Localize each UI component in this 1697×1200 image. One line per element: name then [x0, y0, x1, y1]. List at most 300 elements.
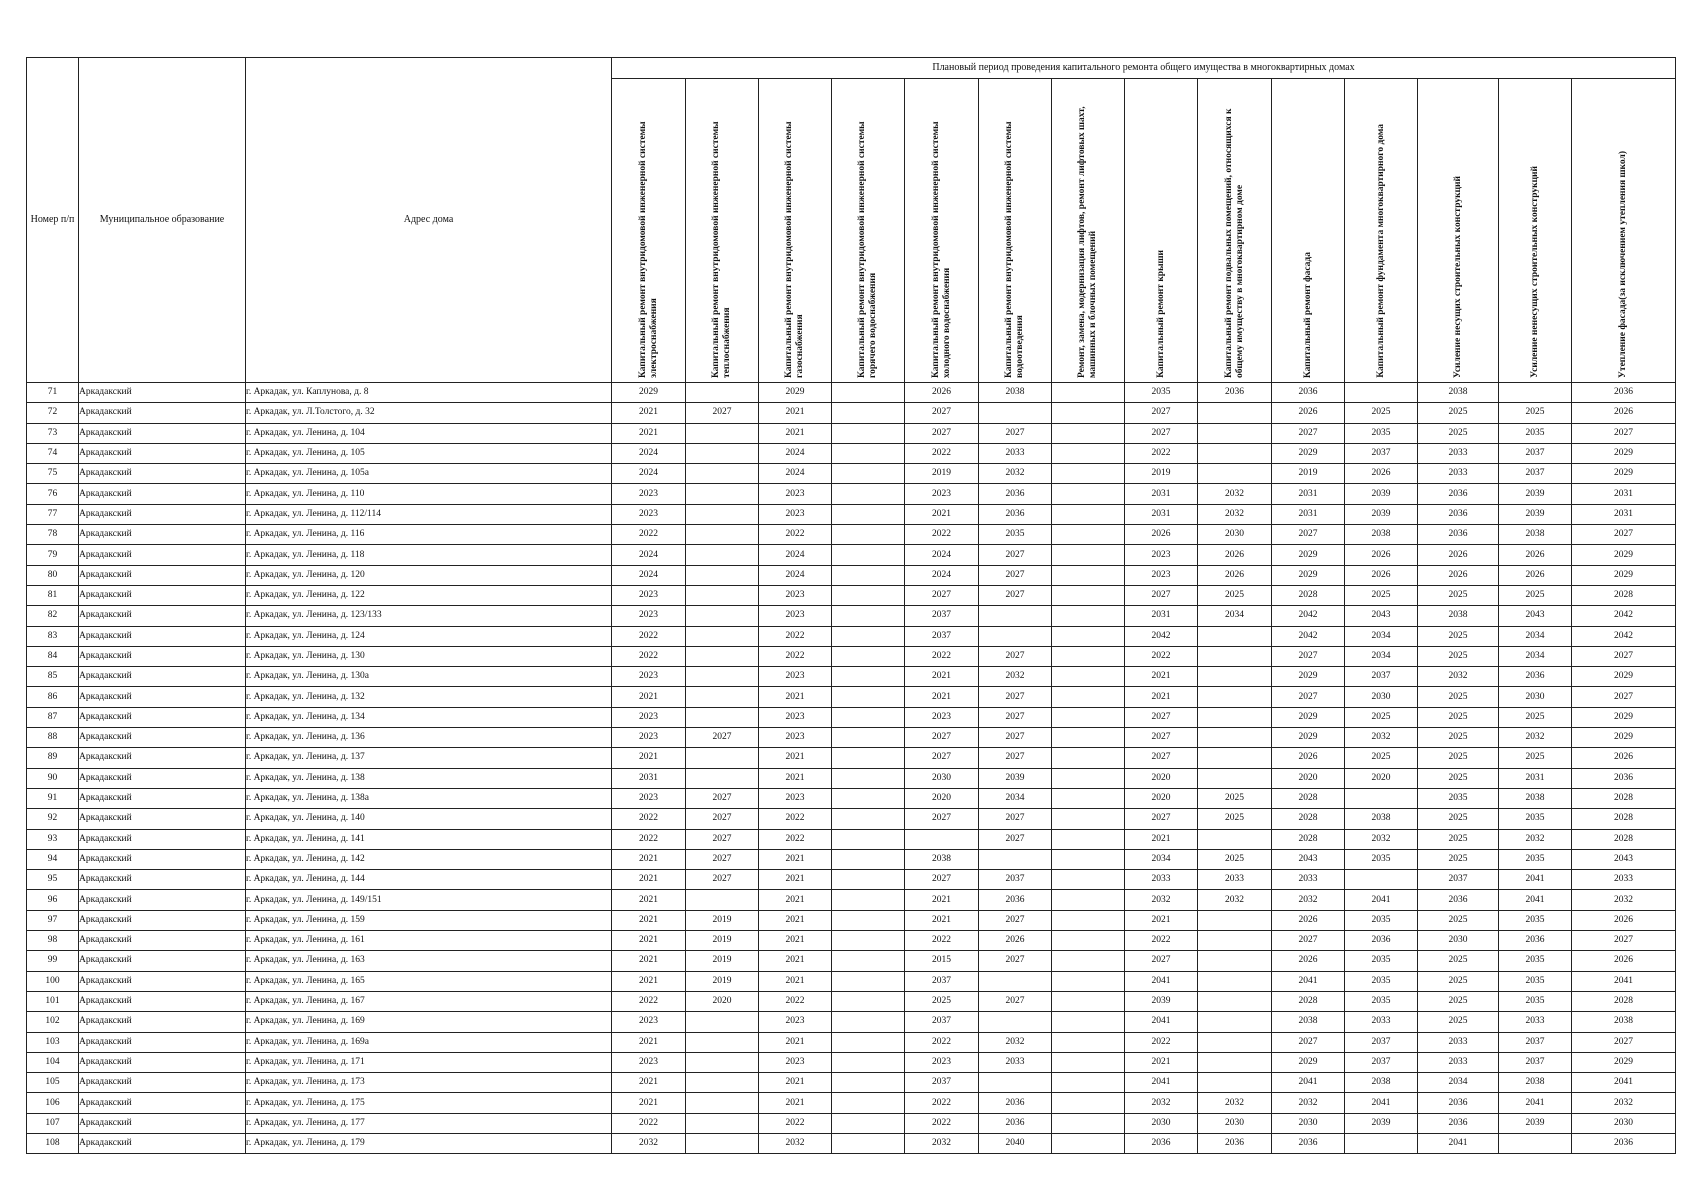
address-cell: г. Аркадак, ул. Ленина, д. 134 [246, 707, 612, 727]
row-number-cell: 104 [27, 1052, 79, 1072]
year-cell: 2021 [612, 910, 686, 930]
municipality-cell: Аркадакский [79, 1113, 246, 1133]
year-cell: 2027 [1272, 423, 1345, 443]
row-number-cell: 92 [27, 809, 79, 829]
year-cell [1052, 545, 1125, 565]
year-cell: 2038 [1572, 1012, 1676, 1032]
year-cell: 2022 [1125, 1032, 1198, 1052]
year-cell: 2029 [1272, 728, 1345, 748]
year-cell: 2027 [1572, 646, 1676, 666]
year-cell: 2033 [1272, 870, 1345, 890]
year-cell: 2032 [1198, 484, 1272, 504]
year-cell: 2025 [1345, 585, 1418, 605]
year-cell: 2042 [1572, 606, 1676, 626]
year-cell: 2034 [1198, 606, 1272, 626]
year-cell: 2022 [759, 626, 832, 646]
row-number-cell: 80 [27, 565, 79, 585]
municipality-cell: Аркадакский [79, 768, 246, 788]
year-cell: 2033 [979, 1052, 1052, 1072]
year-cell [1499, 383, 1572, 403]
year-cell [832, 870, 905, 890]
municipality-cell: Аркадакский [79, 646, 246, 666]
year-cell: 2043 [1345, 606, 1418, 626]
year-cell [832, 504, 905, 524]
year-cell: 2030 [1572, 1113, 1676, 1133]
year-cell: 2029 [1572, 545, 1676, 565]
year-cell: 2031 [1125, 484, 1198, 504]
year-cell [832, 910, 905, 930]
year-cell: 2022 [1125, 931, 1198, 951]
year-cell [1198, 1032, 1272, 1052]
year-cell: 2033 [1418, 1052, 1499, 1072]
year-cell: 2032 [1572, 890, 1676, 910]
year-cell: 2026 [905, 383, 979, 403]
header-work-type-label: Капитальный ремонт внутридомовой инженерной системы водоотведения [1004, 121, 1025, 378]
year-cell: 2041 [1499, 870, 1572, 890]
year-cell: 2026 [1345, 464, 1418, 484]
year-cell [832, 484, 905, 504]
year-cell: 2025 [1418, 585, 1499, 605]
table-row [27, 1073, 1676, 1093]
table-row [27, 504, 1676, 524]
municipality-cell: Аркадакский [79, 464, 246, 484]
year-cell [832, 890, 905, 910]
year-cell: 2038 [1499, 788, 1572, 808]
row-number-cell: 81 [27, 585, 79, 605]
year-cell [686, 626, 759, 646]
year-cell [832, 707, 905, 727]
year-cell: 2019 [1125, 464, 1198, 484]
address-cell: г. Аркадак, ул. Ленина, д. 122 [246, 585, 612, 605]
year-cell: 2039 [1499, 504, 1572, 524]
municipality-cell: Аркадакский [79, 1052, 246, 1072]
year-cell: 2036 [1418, 1113, 1499, 1133]
year-cell [1052, 504, 1125, 524]
year-cell [1052, 728, 1125, 748]
year-cell: 2020 [905, 788, 979, 808]
year-cell: 2029 [759, 383, 832, 403]
header-planned-period: Плановый период проведения капитального ремонта общего имущества в многоквартирных домах [612, 58, 1676, 79]
year-cell: 2036 [979, 1113, 1052, 1133]
year-cell: 2038 [1345, 525, 1418, 545]
year-cell: 2026 [1272, 951, 1345, 971]
year-cell [832, 646, 905, 666]
row-number-cell: 98 [27, 931, 79, 951]
table-row [27, 606, 1676, 626]
address-cell: г. Аркадак, ул. Ленина, д. 120 [246, 565, 612, 585]
year-cell: 2034 [979, 788, 1052, 808]
year-cell: 2019 [686, 931, 759, 951]
year-cell: 2035 [1345, 951, 1418, 971]
year-cell [686, 484, 759, 504]
year-cell: 2024 [612, 464, 686, 484]
table-row [27, 1093, 1676, 1113]
row-number-cell: 106 [27, 1093, 79, 1113]
year-cell: 2032 [1272, 890, 1345, 910]
year-cell: 2021 [612, 1073, 686, 1093]
year-cell [1052, 849, 1125, 869]
year-cell [686, 423, 759, 443]
year-cell: 2028 [1272, 829, 1345, 849]
year-cell: 2021 [905, 667, 979, 687]
year-cell [1198, 423, 1272, 443]
year-cell: 2032 [905, 1133, 979, 1153]
year-cell: 2039 [1345, 484, 1418, 504]
year-cell [1052, 931, 1125, 951]
year-cell: 2022 [905, 1032, 979, 1052]
year-cell: 2024 [759, 545, 832, 565]
municipality-cell: Аркадакский [79, 687, 246, 707]
year-cell: 2032 [1198, 1093, 1272, 1113]
row-number-cell: 94 [27, 849, 79, 869]
year-cell [1052, 687, 1125, 707]
year-cell [832, 687, 905, 707]
year-cell: 2027 [1125, 951, 1198, 971]
year-cell: 2023 [612, 788, 686, 808]
row-number-cell: 89 [27, 748, 79, 768]
year-cell: 2032 [979, 1032, 1052, 1052]
year-cell: 2032 [1572, 1093, 1676, 1113]
year-cell [979, 626, 1052, 646]
row-number-cell: 101 [27, 991, 79, 1011]
year-cell: 2029 [1572, 464, 1676, 484]
address-cell: г. Аркадак, ул. Ленина, д. 165 [246, 971, 612, 991]
year-cell [1052, 707, 1125, 727]
year-cell: 2026 [1418, 545, 1499, 565]
year-cell: 2027 [686, 403, 759, 423]
year-cell: 2028 [1572, 788, 1676, 808]
address-cell: г. Аркадак, ул. Ленина, д. 169 [246, 1012, 612, 1032]
year-cell: 2025 [905, 991, 979, 1011]
year-cell: 2029 [1272, 667, 1345, 687]
year-cell: 2035 [1499, 991, 1572, 1011]
row-number-cell: 76 [27, 484, 79, 504]
municipality-cell: Аркадакский [79, 890, 246, 910]
table-row [27, 545, 1676, 565]
year-cell: 2024 [905, 565, 979, 585]
year-cell: 2034 [1345, 626, 1418, 646]
row-number-cell: 90 [27, 768, 79, 788]
address-cell: г. Аркадак, ул. Ленина, д. 159 [246, 910, 612, 930]
address-cell: г. Аркадак, ул. Ленина, д. 104 [246, 423, 612, 443]
year-cell [832, 443, 905, 463]
year-cell: 2032 [612, 1133, 686, 1153]
address-cell: г. Аркадак, ул. Ленина, д. 163 [246, 951, 612, 971]
year-cell: 2024 [612, 565, 686, 585]
header-work-type-label: Капитальный ремонт внутридомовой инженерной системы холодного водоснабжения [930, 121, 952, 378]
table-row [27, 991, 1676, 1011]
year-cell: 2035 [1345, 971, 1418, 991]
year-cell [1052, 951, 1125, 971]
year-cell: 2035 [1125, 383, 1198, 403]
year-cell: 2021 [905, 890, 979, 910]
year-cell: 2026 [1345, 545, 1418, 565]
year-cell: 2025 [1345, 403, 1418, 423]
year-cell: 2021 [612, 931, 686, 951]
year-cell: 2036 [979, 484, 1052, 504]
year-cell: 2035 [1499, 971, 1572, 991]
year-cell: 2029 [1272, 565, 1345, 585]
year-cell: 2027 [979, 748, 1052, 768]
year-cell: 2019 [686, 971, 759, 991]
municipality-cell: Аркадакский [79, 1032, 246, 1052]
year-cell: 2021 [759, 748, 832, 768]
year-cell [686, 1113, 759, 1133]
year-cell: 2034 [1125, 849, 1198, 869]
year-cell [686, 707, 759, 727]
year-cell: 2025 [1198, 809, 1272, 829]
municipality-cell: Аркадакский [79, 667, 246, 687]
year-cell: 2023 [612, 728, 686, 748]
year-cell: 2038 [1499, 525, 1572, 545]
year-cell [832, 768, 905, 788]
year-cell: 2021 [759, 423, 832, 443]
year-cell: 2025 [1345, 707, 1418, 727]
table-row [27, 525, 1676, 545]
table-row [27, 809, 1676, 829]
row-number-cell: 99 [27, 951, 79, 971]
year-cell: 2026 [1572, 951, 1676, 971]
year-cell [1052, 1052, 1125, 1072]
year-cell: 2021 [759, 1073, 832, 1093]
year-cell [686, 383, 759, 403]
year-cell [1198, 646, 1272, 666]
year-cell: 2021 [759, 687, 832, 707]
year-cell [905, 829, 979, 849]
row-number-cell: 102 [27, 1012, 79, 1032]
year-cell: 2022 [1125, 646, 1198, 666]
year-cell: 2029 [1572, 565, 1676, 585]
year-cell [1345, 788, 1418, 808]
year-cell: 2037 [1499, 443, 1572, 463]
address-cell: г. Аркадак, ул. Ленина, д. 171 [246, 1052, 612, 1072]
year-cell: 2023 [759, 1012, 832, 1032]
year-cell [832, 1012, 905, 1032]
year-cell: 2025 [1418, 403, 1499, 423]
year-cell: 2039 [1345, 504, 1418, 524]
year-cell: 2027 [979, 423, 1052, 443]
header-work-type [1052, 79, 1125, 383]
year-cell: 2042 [1272, 626, 1345, 646]
row-number-cell: 95 [27, 870, 79, 890]
year-cell: 2035 [1499, 849, 1572, 869]
table-row [27, 768, 1676, 788]
year-cell: 2027 [1272, 687, 1345, 707]
year-cell [832, 1052, 905, 1072]
year-cell: 2033 [1499, 1012, 1572, 1032]
year-cell: 2025 [1198, 788, 1272, 808]
year-cell: 2021 [612, 951, 686, 971]
row-number-cell: 103 [27, 1032, 79, 1052]
year-cell [832, 728, 905, 748]
year-cell: 2034 [1418, 1073, 1499, 1093]
year-cell: 2038 [1272, 1012, 1345, 1032]
year-cell: 2023 [759, 585, 832, 605]
year-cell [686, 1032, 759, 1052]
year-cell: 2021 [1125, 667, 1198, 687]
year-cell: 2027 [1125, 423, 1198, 443]
year-cell: 2021 [612, 890, 686, 910]
address-cell: г. Аркадак, ул. Ленина, д. 141 [246, 829, 612, 849]
year-cell [1052, 606, 1125, 626]
municipality-cell: Аркадакский [79, 809, 246, 829]
year-cell: 2022 [759, 646, 832, 666]
header-work-type [1345, 79, 1418, 383]
year-cell: 2036 [979, 504, 1052, 524]
year-cell: 2032 [1499, 728, 1572, 748]
year-cell: 2027 [1272, 646, 1345, 666]
year-cell: 2022 [759, 525, 832, 545]
header-work-type-label: Капитальный ремонт крыши [1155, 250, 1166, 378]
year-cell: 2022 [612, 991, 686, 1011]
year-cell: 2036 [1418, 525, 1499, 545]
year-cell [832, 809, 905, 829]
year-cell: 2033 [1572, 870, 1676, 890]
table-row [27, 464, 1676, 484]
table-row [27, 1012, 1676, 1032]
municipality-cell: Аркадакский [79, 991, 246, 1011]
year-cell [1198, 748, 1272, 768]
row-number-cell: 77 [27, 504, 79, 524]
year-cell: 2032 [1198, 890, 1272, 910]
year-cell: 2033 [1418, 443, 1499, 463]
header-work-type-label: Усиление несущих строительных конструкций [1452, 175, 1463, 378]
address-cell: г. Аркадак, ул. Ленина, д. 105 [246, 443, 612, 463]
year-cell: 2027 [1572, 423, 1676, 443]
year-cell: 2027 [979, 565, 1052, 585]
year-cell: 2027 [979, 585, 1052, 605]
header-work-type [686, 79, 759, 383]
year-cell: 2022 [612, 626, 686, 646]
year-cell: 2035 [1345, 423, 1418, 443]
year-cell: 2026 [1499, 565, 1572, 585]
year-cell [832, 1133, 905, 1153]
year-cell [1052, 1032, 1125, 1052]
year-cell: 2023 [905, 1052, 979, 1072]
year-cell [979, 403, 1052, 423]
year-cell: 2033 [1125, 870, 1198, 890]
year-cell: 2036 [1499, 667, 1572, 687]
year-cell: 2032 [759, 1133, 832, 1153]
year-cell: 2027 [979, 646, 1052, 666]
address-cell: г. Аркадак, ул. Ленина, д. 132 [246, 687, 612, 707]
year-cell: 2029 [1572, 707, 1676, 727]
year-cell: 2029 [612, 383, 686, 403]
year-cell: 2031 [1272, 504, 1345, 524]
row-number-cell: 73 [27, 423, 79, 443]
year-cell: 2022 [759, 829, 832, 849]
year-cell: 2041 [1345, 1093, 1418, 1113]
year-cell: 2024 [612, 545, 686, 565]
year-cell [832, 565, 905, 585]
year-cell [832, 403, 905, 423]
address-cell: г. Аркадак, ул. Ленина, д. 130 [246, 646, 612, 666]
year-cell [832, 606, 905, 626]
year-cell: 2030 [1198, 525, 1272, 545]
year-cell: 2021 [759, 931, 832, 951]
year-cell: 2031 [1572, 504, 1676, 524]
header-work-type [612, 79, 686, 383]
year-cell: 2020 [1272, 768, 1345, 788]
year-cell [1198, 971, 1272, 991]
address-cell: г. Аркадак, ул. Ленина, д. 161 [246, 931, 612, 951]
municipality-cell: Аркадакский [79, 1133, 246, 1153]
header-work-type-label: Капитальный ремонт фасада [1302, 251, 1313, 378]
year-cell: 2027 [1125, 748, 1198, 768]
year-cell: 2042 [1125, 626, 1198, 646]
year-cell: 2029 [1572, 667, 1676, 687]
year-cell: 2023 [612, 585, 686, 605]
municipality-cell: Аркадакский [79, 443, 246, 463]
row-number-cell: 85 [27, 667, 79, 687]
year-cell: 2037 [979, 870, 1052, 890]
year-cell: 2025 [1418, 991, 1499, 1011]
table-row [27, 910, 1676, 930]
year-cell: 2038 [1345, 809, 1418, 829]
year-cell: 2032 [1125, 1093, 1198, 1113]
year-cell: 2027 [905, 870, 979, 890]
year-cell: 2036 [1418, 890, 1499, 910]
year-cell: 2043 [1572, 849, 1676, 869]
header-work-type-label: Капитальный ремонт внутридомовой инженерной системы горячего водоснабжения [857, 121, 878, 378]
row-number-cell: 74 [27, 443, 79, 463]
year-cell: 2022 [905, 443, 979, 463]
address-cell: г. Аркадак, ул. Ленина, д. 105а [246, 464, 612, 484]
table-row [27, 1052, 1676, 1072]
year-cell: 2026 [1345, 565, 1418, 585]
year-cell: 2036 [979, 1093, 1052, 1113]
municipality-cell: Аркадакский [79, 870, 246, 890]
year-cell [1052, 1133, 1125, 1153]
address-cell: г. Аркадак, ул. Л.Толстого, д. 32 [246, 403, 612, 423]
year-cell: 2025 [1418, 626, 1499, 646]
municipality-cell: Аркадакский [79, 931, 246, 951]
year-cell: 2027 [905, 728, 979, 748]
year-cell: 2024 [905, 545, 979, 565]
year-cell: 2027 [979, 687, 1052, 707]
table-row [27, 667, 1676, 687]
year-cell: 2022 [612, 525, 686, 545]
address-cell: г. Аркадак, ул. Ленина, д. 167 [246, 991, 612, 1011]
year-cell: 2019 [686, 951, 759, 971]
year-cell: 2023 [759, 788, 832, 808]
table-row [27, 707, 1676, 727]
year-cell: 2028 [1272, 991, 1345, 1011]
year-cell: 2037 [1499, 1032, 1572, 1052]
table-row [27, 443, 1676, 463]
year-cell: 2035 [1345, 849, 1418, 869]
year-cell: 2027 [979, 545, 1052, 565]
year-cell: 2025 [1499, 403, 1572, 423]
year-cell: 2023 [759, 484, 832, 504]
year-cell: 2024 [759, 565, 832, 585]
year-cell: 2021 [612, 403, 686, 423]
year-cell [832, 951, 905, 971]
year-cell: 2021 [612, 870, 686, 890]
year-cell: 2042 [1572, 626, 1676, 646]
row-number-cell: 107 [27, 1113, 79, 1133]
table-row [27, 1133, 1676, 1153]
row-number-cell: 78 [27, 525, 79, 545]
year-cell [686, 525, 759, 545]
year-cell [1052, 443, 1125, 463]
year-cell: 2021 [759, 870, 832, 890]
year-cell: 2022 [1125, 443, 1198, 463]
year-cell: 2033 [1198, 870, 1272, 890]
year-cell: 2025 [1418, 910, 1499, 930]
year-cell: 2024 [759, 464, 832, 484]
year-cell [1198, 1052, 1272, 1072]
